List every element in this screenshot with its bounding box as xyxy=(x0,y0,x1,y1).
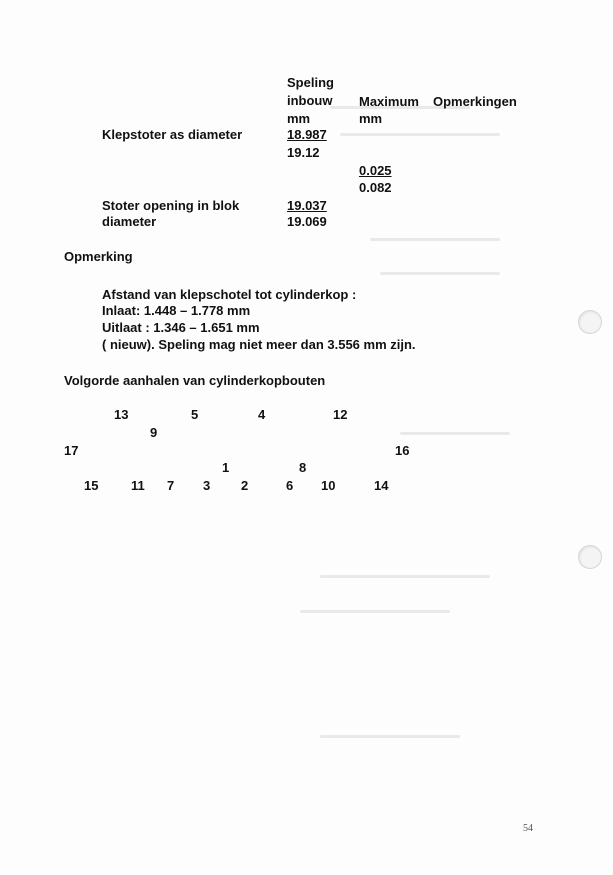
punch-hole xyxy=(578,310,602,334)
row-label-diameter: diameter xyxy=(102,214,157,229)
row1-value-min: 18.987 xyxy=(287,127,327,142)
bolt-number: 5 xyxy=(191,407,199,422)
max-speling-min: 0.025 xyxy=(359,163,392,178)
bolt-number: 11 xyxy=(131,478,145,493)
header-speling: Speling xyxy=(287,75,334,90)
bolt-number: 9 xyxy=(150,425,158,440)
remark-line: Afstand van klepschotel tot cylinderkop : xyxy=(102,287,357,302)
header-maximum: Maximum xyxy=(359,94,419,109)
bleed-through-line xyxy=(320,575,490,578)
row1-value-max: 19.12 xyxy=(287,145,320,160)
bolt-number: 16 xyxy=(395,443,410,458)
row-label-stoter-opening: Stoter opening in blok xyxy=(102,198,240,213)
row2-value-min: 19.037 xyxy=(287,198,327,213)
bleed-through-line xyxy=(370,238,500,241)
bolt-number: 14 xyxy=(374,478,389,493)
bolt-number: 4 xyxy=(258,407,266,422)
remark-line: Inlaat: 1.448 – 1.778 mm xyxy=(102,303,251,318)
bleed-through-line xyxy=(300,610,450,613)
bleed-through-line xyxy=(340,133,500,136)
bolt-number: 15 xyxy=(84,478,99,493)
bleed-through-line xyxy=(320,735,460,738)
bolt-number: 7 xyxy=(167,478,175,493)
header-mm-inbouw: mm xyxy=(287,111,311,126)
remark-line: Uitlaat : 1.346 – 1.651 mm xyxy=(102,320,260,335)
bleed-through-line xyxy=(400,432,510,435)
bolt-number: 10 xyxy=(321,478,336,493)
remark-heading: Opmerking xyxy=(64,249,133,264)
bolt-number: 12 xyxy=(333,407,348,422)
max-speling-max: 0.082 xyxy=(359,180,392,195)
bolt-number: 13 xyxy=(114,407,129,422)
bolt-number: 6 xyxy=(286,478,294,493)
row-label-klepstoter: Klepstoter as diameter xyxy=(102,127,243,142)
bolt-number: 1 xyxy=(222,460,230,475)
header-opmerkingen: Opmerkingen xyxy=(433,94,517,109)
bolt-number: 17 xyxy=(64,443,79,458)
header-inbouw: inbouw xyxy=(287,93,333,108)
bolt-sequence-heading: Volgorde aanhalen van cylinderkopbouten xyxy=(64,373,326,388)
page-number: 54 xyxy=(523,823,533,834)
bolt-number: 3 xyxy=(203,478,211,493)
row2-value-max: 19.069 xyxy=(287,214,327,229)
punch-hole xyxy=(578,545,602,569)
bolt-number: 8 xyxy=(299,460,307,475)
remark-line: ( nieuw). Speling mag niet meer dan 3.556 mm zijn. xyxy=(102,337,416,352)
header-mm-maximum: mm xyxy=(359,111,383,126)
bleed-through-line xyxy=(380,272,500,275)
bolt-number: 2 xyxy=(241,478,249,493)
